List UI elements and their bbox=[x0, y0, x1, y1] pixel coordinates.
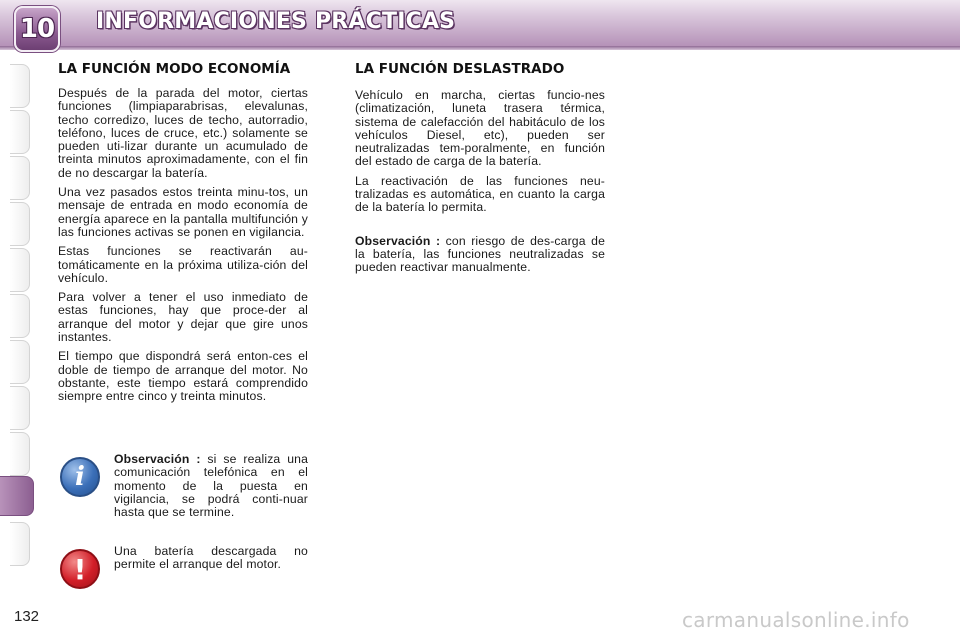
chapter-tab-active[interactable] bbox=[0, 476, 34, 516]
header-divider bbox=[0, 46, 960, 50]
chapter-tab[interactable] bbox=[10, 340, 30, 384]
info-note-text bbox=[114, 453, 308, 519]
chapter-tab[interactable] bbox=[10, 386, 30, 430]
note-label: Observación : bbox=[114, 452, 201, 466]
paragraph: Una vez pasados estos treinta minu-tos, un mensaje de entrada en modo economía de energía aparece en la pantalla multifunción y las funciones activas se ponen en vigilancia. bbox=[58, 185, 308, 239]
chapter-badge bbox=[14, 6, 60, 52]
observation-paragraph bbox=[355, 235, 605, 275]
note-body: con riesgo de des-carga de la batería, las funciones neutralizadas se pueden reactivar manualmente. bbox=[355, 233, 605, 275]
chapter-tab[interactable] bbox=[10, 522, 30, 566]
info-note bbox=[58, 453, 308, 523]
chapter-tab[interactable] bbox=[10, 294, 30, 338]
paragraph: El tiempo que dispondrá será enton-ces el doble de tiempo de arranque del motor. No obstante, este tiempo estará comprendido siempre entre cinco y treinta minutos. bbox=[58, 349, 308, 404]
economy-mode-section bbox=[58, 62, 308, 410]
watermark: carmanualsonline.info bbox=[682, 608, 910, 632]
chapter-tab[interactable] bbox=[10, 248, 30, 292]
paragraph: La reactivación de las funciones neu-tralizadas es automática, en cuanto la carga de la batería lo permita. bbox=[355, 173, 605, 215]
note-body: si se realiza una comunicación telefónica en el momento de la puesta en vigilancia, se podrá conti-nuar hasta que se termine. bbox=[114, 452, 309, 520]
paragraph: Para volver a tener el uso inmediato de estas funciones, hay que proce-der al arranque del motor y dejar que gire unos instantes. bbox=[58, 290, 308, 345]
load-shedding-section bbox=[355, 62, 605, 281]
chapter-tab[interactable] bbox=[10, 432, 30, 476]
chapter-tab[interactable] bbox=[10, 110, 30, 154]
chapter-tab[interactable] bbox=[10, 202, 30, 246]
warning-note-text: Una batería descargada no permite el arranque del motor. bbox=[114, 544, 308, 572]
chapter-tab[interactable] bbox=[10, 64, 30, 108]
paragraph: Después de la parada del motor, ciertas funciones (limpiaparabrisas, elevalunas, techo corredizo, luces de techo, autorradio, teléfono, luces de cruce, etc.) solamente se pueden uti-lizar durante un acumulado de treinta minutos aproximadamente, con el fin de no descargar la batería. bbox=[58, 86, 308, 180]
note-label: Observación : bbox=[355, 233, 441, 248]
warning-note bbox=[58, 545, 308, 595]
page-number: 132 bbox=[14, 608, 40, 625]
info-icon: i bbox=[60, 457, 100, 497]
economy-mode-heading: LA FUNCIÓN MODO ECONOMÍA bbox=[58, 61, 291, 77]
warning-icon: ! bbox=[60, 549, 100, 589]
paragraph: Estas funciones se reactivarán au-tomáticamente en la próxima utiliza-ción del vehículo. bbox=[58, 244, 308, 285]
load-shedding-heading: LA FUNCIÓN DESLASTRADO bbox=[355, 61, 565, 77]
chapter-number: 10 bbox=[19, 14, 55, 44]
chapter-tab[interactable] bbox=[10, 156, 30, 200]
paragraph: Vehículo en marcha, ciertas funcio-nes (climatización, luneta trasera térmica, sistema de calefacción del habitáculo de los vehículos Diesel, etc), pueden ser neutralizadas tem-poralmente, en función del estado de carga de la batería. bbox=[355, 88, 605, 169]
page-title: INFORMACIONES PRÁCTICAS bbox=[96, 9, 456, 34]
